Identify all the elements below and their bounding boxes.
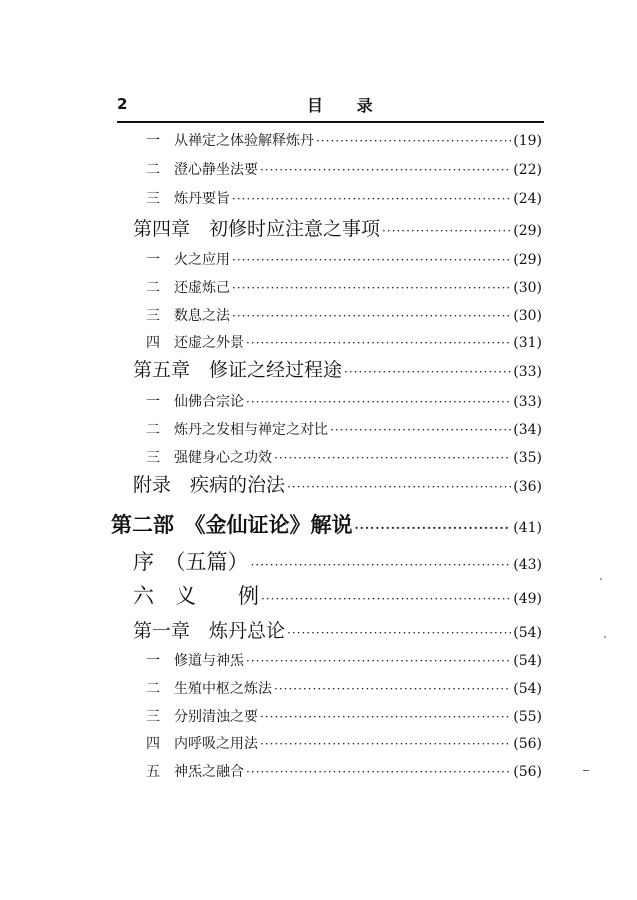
toc-page-number: (22): [513, 162, 542, 178]
toc-title: 还虚之外景: [174, 335, 244, 351]
section-number: 二: [146, 681, 160, 697]
dot-leader: [287, 480, 511, 494]
toc-page-number: (24): [513, 191, 542, 207]
dot-leader: [260, 737, 511, 751]
section-number: 一: [146, 133, 160, 149]
section-number: 三: [146, 308, 160, 324]
toc-page-number: (54): [513, 681, 542, 697]
dot-leader: [232, 309, 511, 323]
toc-title: 神炁之融合: [174, 764, 244, 780]
dot-leader: [260, 163, 511, 177]
toc-page-number: (56): [513, 764, 542, 780]
section-number: 一: [146, 653, 160, 669]
toc-page-number: (33): [513, 394, 542, 410]
toc-page-number: (49): [513, 591, 542, 607]
toc-title: 内呼吸之用法: [174, 736, 258, 752]
section-number: 三: [146, 191, 160, 207]
section-number: 一: [146, 394, 160, 410]
dot-leader: [232, 192, 511, 206]
toc-title: 仙佛合宗论: [174, 394, 244, 410]
toc-title: 六 义 例: [133, 584, 259, 608]
toc-title: 生殖中枢之炼法: [174, 681, 272, 697]
toc-title: 澄心静坐法要: [174, 162, 258, 178]
toc-part-entry: [111, 509, 542, 539]
toc-page-number: (33): [513, 364, 542, 380]
toc-entry: [146, 419, 542, 439]
toc-entry: [146, 130, 542, 150]
toc-entry: [146, 159, 542, 179]
toc-title: 从禅定之体验解释炼丹: [174, 133, 314, 149]
dot-leader: [246, 395, 511, 409]
scan-mark: [583, 770, 589, 771]
scan-speck: [600, 578, 602, 580]
dot-leader: [246, 654, 511, 668]
toc-entry: [146, 650, 542, 670]
section-number: 二: [146, 422, 160, 438]
dot-leader: [355, 521, 512, 535]
toc-title: 附录 疾病的治法: [133, 474, 286, 496]
toc-page-number: (43): [513, 557, 542, 573]
header-rule: [117, 121, 544, 123]
toc-page-number: (56): [513, 736, 542, 752]
toc-page-number: (54): [513, 625, 542, 641]
dot-leader: [330, 423, 511, 437]
toc-title: 强健身心之功效: [174, 450, 272, 466]
toc-title: 还虚炼己: [174, 280, 230, 296]
toc-entry: [146, 761, 542, 781]
toc-entry: [146, 391, 542, 411]
toc-page-number: (19): [513, 133, 542, 149]
toc-page-number: (30): [513, 308, 542, 324]
section-number: 一: [146, 252, 160, 268]
toc-title: 炼丹之发相与禅定之对比: [174, 422, 328, 438]
toc-title: 火之应用: [174, 252, 230, 268]
toc-title: 炼丹要旨: [174, 191, 230, 207]
toc-appendix-entry: [133, 470, 542, 497]
toc-entry: [146, 188, 542, 208]
toc-page-number: (54): [513, 653, 542, 669]
section-number: 四: [146, 736, 160, 752]
toc-entry: [146, 249, 542, 269]
dot-leader: [344, 365, 511, 379]
dot-leader: [287, 626, 511, 640]
section-number: 四: [146, 335, 160, 351]
toc-title: 第二部 《金仙证论》解说: [111, 512, 353, 537]
toc-chapter-entry: [133, 355, 542, 382]
dot-leader: [261, 592, 511, 606]
toc-page-number: (35): [513, 450, 542, 466]
toc-page-number: (29): [513, 223, 542, 239]
dot-leader: [316, 134, 511, 148]
toc-title: 修道与神炁: [174, 653, 244, 669]
dot-leader: [260, 710, 511, 724]
scan-speck: [604, 636, 606, 638]
toc-entry: [146, 277, 542, 297]
toc-entry: [146, 706, 542, 726]
dot-leader: [232, 281, 511, 295]
toc-page-number: (29): [513, 252, 542, 268]
toc-title: 数息之法: [174, 308, 230, 324]
toc-page-number: (41): [513, 520, 542, 536]
toc-page-number: (34): [513, 422, 542, 438]
page-header: [117, 95, 544, 119]
toc-chapter-entry: [133, 616, 542, 643]
toc-entry: [146, 678, 542, 698]
dot-leader: [246, 336, 511, 350]
toc-chapter-entry: [133, 214, 542, 241]
toc-title: 序 （五篇）: [133, 550, 249, 574]
toc-page-number: (36): [513, 479, 542, 495]
dot-leader: [246, 765, 511, 779]
toc-title: 第五章 修证之经过程途: [133, 359, 343, 381]
dot-leader: [232, 253, 511, 267]
section-number: 五: [146, 764, 160, 780]
toc-preface-entry: [133, 546, 542, 576]
toc-entry: [146, 733, 542, 753]
dot-leader: [251, 558, 512, 572]
section-number: 三: [146, 450, 160, 466]
toc-title: 第一章 炼丹总论: [133, 620, 286, 642]
toc-entry: [133, 580, 542, 610]
section-number: 三: [146, 709, 160, 725]
section-number: 二: [146, 280, 160, 296]
toc-page-number: (31): [513, 335, 542, 351]
page-number: 2: [117, 95, 128, 113]
toc-entry: [146, 305, 542, 325]
toc-page-number: (55): [513, 709, 542, 725]
dot-leader: [274, 682, 511, 696]
toc-entry: [146, 332, 542, 352]
toc-title: 分别清浊之要: [174, 709, 258, 725]
dot-leader: [274, 451, 511, 465]
section-number: 二: [146, 162, 160, 178]
toc-title: 第四章 初修时应注意之事项: [133, 218, 381, 240]
running-title: 目 录: [307, 96, 387, 115]
dot-leader: [382, 224, 511, 238]
toc-entry: [146, 447, 542, 467]
toc-page-number: (30): [513, 280, 542, 296]
